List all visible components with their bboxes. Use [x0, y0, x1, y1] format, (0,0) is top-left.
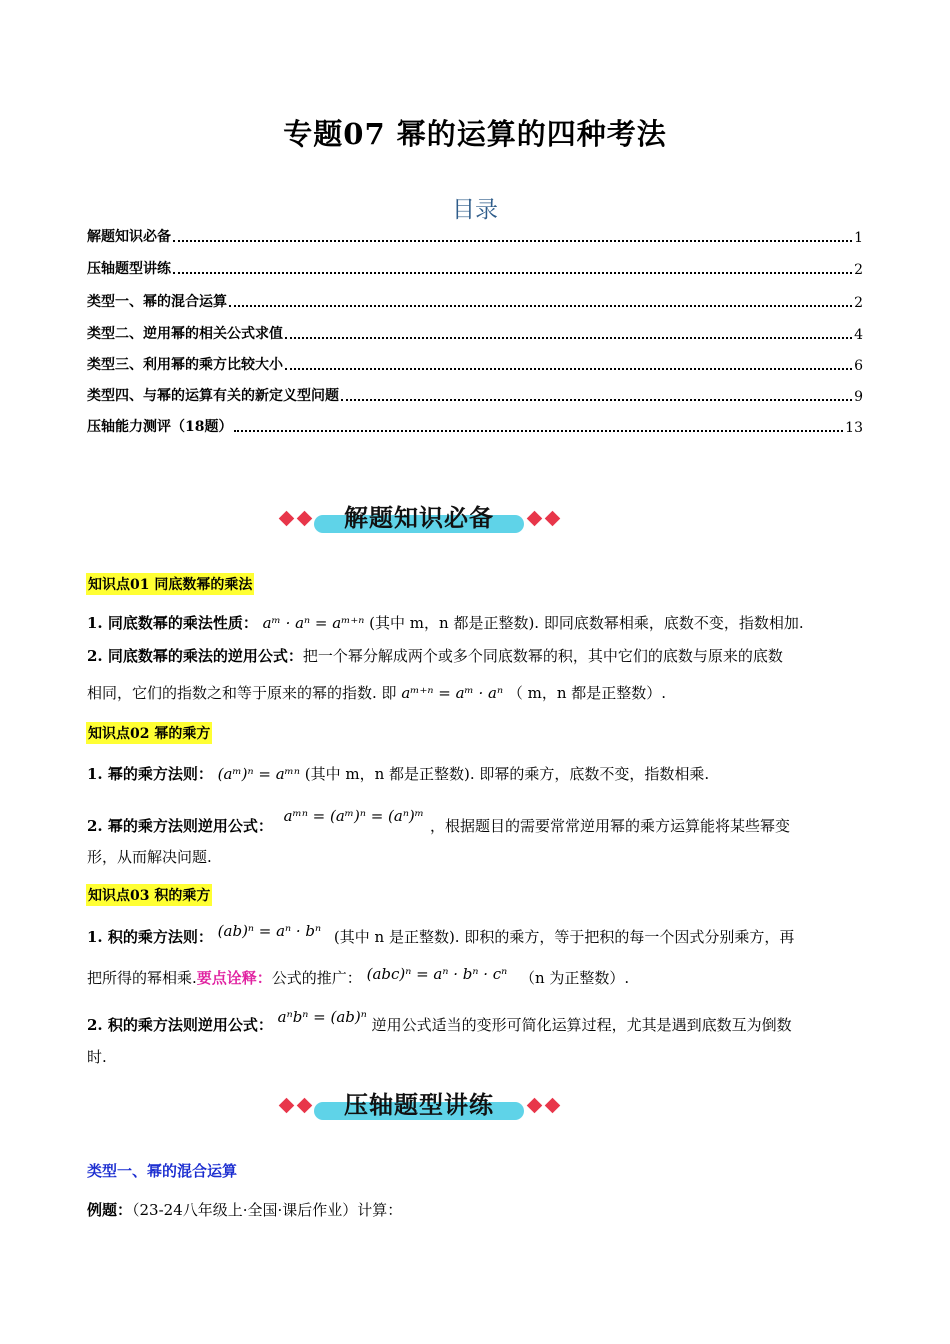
- kp3-line-1: [87, 922, 865, 947]
- rule-text: 形，从而解决问题.: [87, 848, 212, 866]
- formula: (aᵐ)ⁿ = aᵐⁿ: [217, 765, 300, 783]
- section-banner-knowledge: [278, 498, 560, 542]
- kp1-line-2: [87, 645, 865, 666]
- rule-label: 2. 幂的乘方法则逆用公式：: [87, 817, 273, 835]
- rule-text: （n 为正整数）.: [520, 969, 630, 987]
- rule-label: 1. 幂的乘方法则：: [87, 765, 213, 783]
- toc-entry-label: 类型四、与幂的运算有关的新定义型问题: [87, 388, 339, 404]
- toc-leader: [234, 430, 843, 432]
- diamond-decoration-icon: [278, 1097, 313, 1114]
- toc-leader: [229, 305, 852, 307]
- rule-text: (其中 m，n 都是正整数). 即幂的乘方，底数不变，指数相乘.: [304, 765, 710, 783]
- example-line: [87, 1199, 865, 1220]
- toc-entry-page: 9: [854, 389, 863, 405]
- example-text: （23-24八年级上·全国·课后作业）计算：: [132, 1201, 403, 1219]
- banner-title: 压轴题型讲练: [344, 1091, 494, 1119]
- toc-entry[interactable]: [87, 258, 863, 278]
- toc-entry[interactable]: [87, 354, 863, 374]
- formula: aᵐ · aⁿ = aᵐ⁺ⁿ: [262, 614, 365, 632]
- kp2-line-3: [87, 846, 865, 867]
- toc-entry-page: 4: [854, 327, 863, 343]
- diamond-decoration-icon: [526, 510, 561, 527]
- page-title: 专题07 幂的运算的四种考法: [283, 117, 667, 151]
- rule-text: (其中 m，n 都是正整数). 即同底数幂相乘，底数不变，指数相加.: [369, 614, 804, 632]
- rule-label: 1. 同底数幂的乘法性质：: [87, 614, 258, 632]
- toc-heading: 目录: [452, 197, 498, 223]
- toc-entry-page: 2: [854, 295, 863, 311]
- toc-leader: [341, 399, 852, 401]
- toc-entry-label: 压轴题型讲练: [87, 261, 171, 277]
- toc-entry[interactable]: [87, 226, 863, 246]
- toc-leader: [173, 240, 852, 242]
- rule-text: （ m，n 都是正整数）.: [507, 684, 667, 702]
- section-banner-practice: [278, 1085, 560, 1129]
- toc-entry-page: 1: [854, 230, 863, 246]
- toc-entry[interactable]: [87, 416, 863, 436]
- formula: aᵐⁿ = (aᵐ)ⁿ = (aⁿ)ᵐ: [283, 807, 424, 825]
- kp2-line-2: [87, 807, 865, 836]
- toc-entry[interactable]: [87, 323, 863, 343]
- kp2-line-1: [87, 763, 865, 784]
- rule-text: 公式的推广：: [271, 969, 362, 987]
- knowledge-point-tag: 知识点02 幂的乘方: [86, 722, 212, 744]
- formula: aⁿbⁿ = (ab)ⁿ: [277, 1008, 367, 1026]
- toc-entry-label: 类型二、逆用幂的相关公式求值: [87, 326, 283, 342]
- rule-text: 逆用公式适当的变形可简化运算过程，尤其是遇到底数互为倒数: [371, 1016, 792, 1034]
- formula: aᵐ⁺ⁿ = aᵐ · aⁿ: [401, 684, 504, 702]
- rule-text: 相同，它们的指数之和等于原来的幂的指数. 即: [87, 684, 397, 702]
- kp3-line-2: [87, 967, 865, 988]
- rule-text: (其中 n 是正整数). 即积的乘方，等于把积的每一个因式分别乘方，再: [333, 928, 795, 946]
- rule-label: 2. 积的乘方法则逆用公式：: [87, 1016, 273, 1034]
- rule-label: 1. 积的乘方法则：: [87, 928, 213, 946]
- toc-entry-label: 压轴能力测评（18题）: [87, 419, 233, 435]
- diamond-decoration-icon: [526, 1097, 561, 1114]
- toc-entry-label: 类型三、利用幂的乘方比较大小: [87, 357, 283, 373]
- toc-leader: [285, 337, 852, 339]
- toc-entry[interactable]: [87, 291, 863, 311]
- rule-text: 把所得的幂相乘.: [87, 969, 197, 987]
- toc-entry-page: 13: [845, 420, 863, 436]
- toc-entry-page: 2: [854, 262, 863, 278]
- rule-text: 把一个幂分解成两个或多个同底数幂的积，其中它们的底数与原来的底数: [302, 647, 783, 665]
- banner-title: 解题知识必备: [344, 504, 494, 532]
- rule-text: ，根据题目的需要常常逆用幂的乘方运算能将某些幂变: [429, 817, 790, 835]
- knowledge-point-tag: 知识点03 积的乘方: [86, 884, 212, 906]
- formula: (abc)ⁿ = aⁿ · bⁿ · cⁿ: [366, 965, 508, 983]
- toc-entry[interactable]: [87, 385, 863, 405]
- kp3-line-4: [87, 1046, 865, 1067]
- rule-text: 时.: [87, 1048, 107, 1066]
- toc-entry-label: 解题知识必备: [87, 229, 171, 245]
- knowledge-point-tag: 知识点01 同底数幂的乘法: [86, 573, 254, 595]
- example-label: 例题：: [87, 1201, 133, 1219]
- key-note-label: 要点诠释：: [196, 969, 272, 987]
- type-heading: 类型一、幂的混合运算: [87, 1162, 238, 1180]
- toc-entry-label: 类型一、幂的混合运算: [87, 294, 227, 310]
- kp3-line-3: [87, 1008, 865, 1035]
- diamond-decoration-icon: [278, 510, 313, 527]
- rule-label: 2. 同底数幂的乘法的逆用公式：: [87, 647, 303, 665]
- formula: (ab)ⁿ = aⁿ · bⁿ: [217, 922, 322, 940]
- kp1-line-3: [87, 682, 865, 703]
- toc-leader: [285, 368, 852, 370]
- toc-entry-page: 6: [854, 358, 863, 374]
- kp1-line-1: [87, 612, 865, 633]
- toc-leader: [173, 272, 852, 274]
